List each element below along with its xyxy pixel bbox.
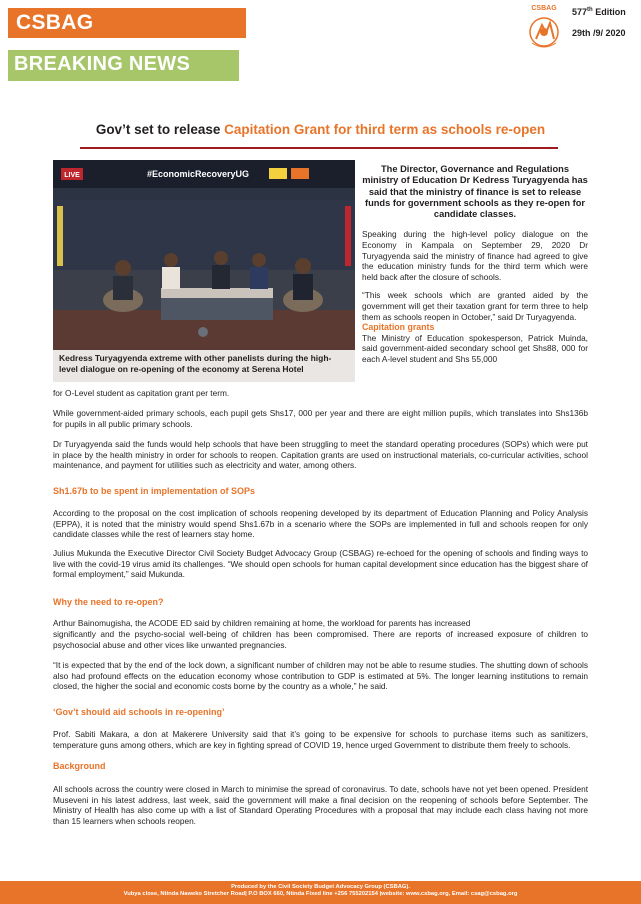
heading-govt-aid: ‘Gov’t should aid schools in re-opening’	[53, 707, 225, 717]
logo-wordmark: CSBAG	[531, 5, 557, 12]
paragraph-7: Julius Mukunda the Executive Director Civil Society Budget Advocacy Group (CSBAG) re-echoed for the opening of schools and finding ways to live with the covid-19 virus amid its challenges. “We should open schools for human capital development since education has the biggest share of formal employment,” said Mukunda.	[53, 548, 588, 580]
paragraph-3a: The Ministry of Education spokesperson, Patrick Muinda, said government-aided secondary school get Shs88, 000 for each A-level student and Shs 55,000	[362, 332, 588, 365]
heading-capitation-grants: Capitation grants	[362, 322, 435, 333]
live-badge-text: LIVE	[64, 172, 80, 179]
paragraph-4: While government-aided primary schools, each pupil gets Shs17, 000 per year and there are eight million pupils, which translates into Shs136b for pupils in all public primary schools.	[53, 408, 588, 429]
heading-sops: Sh1.67b to be spent in implementation of SOPs	[53, 486, 256, 496]
paragraph-1: Speaking during the high-level policy dialogue on the Economy in Kampala on September 29, 2020 Dr Turyagyenda said the ministry of finance had agreed to give the education ministry funds for the third term which were held back after the closure of schools.	[362, 229, 588, 282]
edition-word: Edition	[592, 7, 626, 17]
paragraph-6: According to the proposal on the cost implication of schools reopening developed by its department of Education Planning and Policy Analysis (EPPA), it is noted that the ministry would spend Shs1.67b in a scenario where the SOPs are implemented in full and schools reopen for only candidate classes while the rest of learners stay home.	[53, 508, 588, 540]
article-intro: The Director, Governance and Regulations ministry of Education Dr Kedress Turyagyenda has said that the ministry of finance is set to release funds for government schools as they re-open for candidate classes.	[362, 164, 588, 220]
paragraph-11: All schools across the country were closed in March to minimise the spread of coronavirus. To date, schools have not yet been opened. President Museveni in his latest address, last week, said the government will make a final decision on the reopening of schools before September. The Ministry of Health has also come up with a list of Standard Operating Procedures with a proposal that may include each class having not more than 15 learners when schools reopen.	[53, 784, 588, 826]
page-footer	[0, 881, 641, 904]
photo-caption-text: Kedress Turyagyenda extreme with other panelists during the high-level dialogue on re-opening of the economy at Serena Hotel	[59, 353, 332, 374]
panel-scene-image	[53, 160, 355, 350]
paragraph-9: “It is expected that by the end of the lock down, a significant number of children may not be able to resume studies. The shutting down of schools also had profound effects on the education economy whose contribution to GDP is estimated at 5%. The longer learning institutions to remain closed, the higher the social and economic costs borne by the country as a whole,” he said.	[53, 660, 588, 692]
edition-number: 577	[572, 7, 588, 17]
headline-divider	[80, 147, 558, 149]
paragraph-5: Dr Turyagyenda said the funds would help schools that have been struggling to meet the standard operating procedures (SOPs) which were put in place by the health ministry in order for schools to reopen. Capitation grants are used on instructional materials, co-curricular activities, school maintenance, and payment for utilities such as electricity and water, among others.	[53, 439, 588, 471]
heading-background: Background	[53, 761, 106, 771]
footer-producer: Produced by the Civil Society Budget Advocacy Group (CSBAG).	[231, 884, 410, 890]
paragraph-3b: for O-Level student as capitation grant per term.	[53, 388, 230, 398]
edition-suffix: th	[587, 7, 593, 13]
heading-why-reopen: Why the need to re-open?	[53, 597, 164, 607]
issue-date: 29th /9/ 2020	[572, 28, 626, 38]
breaking-news-banner	[8, 50, 239, 81]
paragraph-10: Prof. Sabiti Makara, a don at Makerere University said that it’s going to be expensive for schools to purchase items such as sanitizers, temperature guns among others, which are key in fighting spread of COVID 19, hence urged Government to distribute them freely to schools.	[53, 729, 588, 750]
article-right-column	[362, 164, 588, 365]
page-headline	[0, 122, 641, 137]
photo-caption	[53, 350, 355, 382]
csbag-logo-icon	[520, 5, 568, 53]
article-photo	[53, 160, 355, 350]
paragraph-2: “This week schools which are granted aided by the government will get their taxation grant for term three to help them as schools reopen in October,” said Dr Turyagyenda.	[362, 290, 588, 322]
footer-contact: Vubya close, Ntinda Naweko Stretcher Road| P.O BOX 660, Ntinda Fixed line +256 755202154 |website: www.csbag.org, Email: csag@csbag.org	[123, 891, 518, 897]
paragraph-8b: significantly and the psycho-social well-being of children has been compromised. There are reports of increased exposure of children to psychosocial abuse and other vices like unwanted pregnancies.	[53, 629, 588, 650]
breaking-news-label: BREAKING NEWS	[14, 53, 191, 75]
headline-part-1: Gov’t set to release	[95, 122, 225, 137]
paragraph-8a: Arthur Bainomugisha, the ACODE ED said by children remaining at home, the workload for parents has increased	[53, 618, 471, 628]
brand-banner	[8, 8, 246, 38]
headline-part-2: Capitation Grant for third term as schools re-open	[224, 122, 546, 137]
brand-name: CSBAG	[16, 11, 94, 34]
edition-label	[572, 7, 626, 17]
screen-hashtag: #EconomicRecoveryUG	[146, 169, 250, 179]
